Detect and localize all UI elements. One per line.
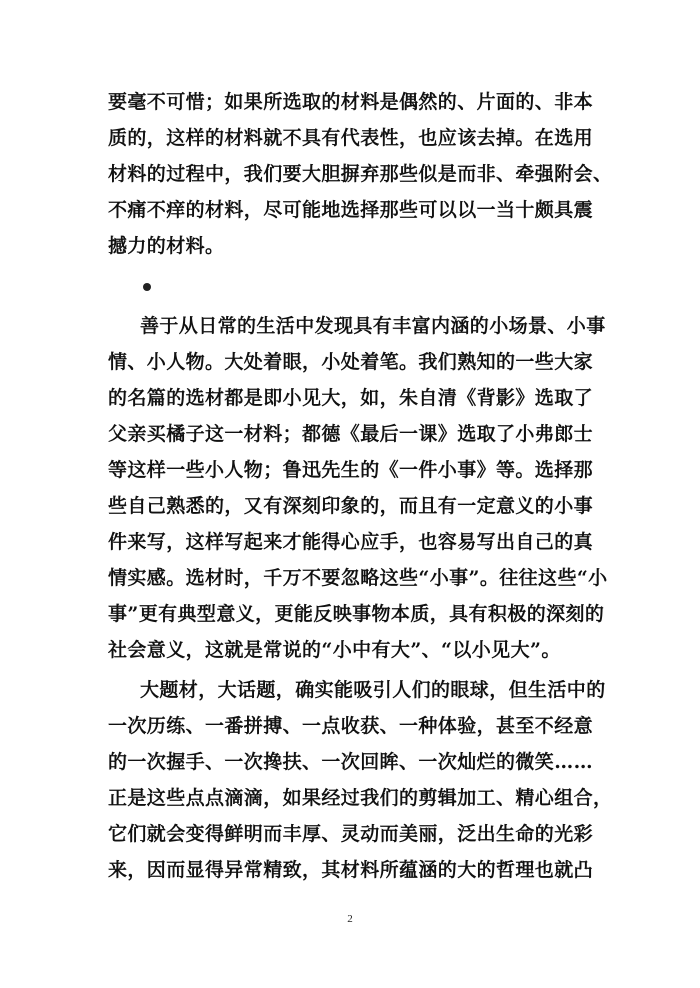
text-line: 正是这些点点滴滴，如果经过我们的剪辑加工、精心组合， (108, 787, 613, 809)
text-line: 事”更有典型意义，更能反映事物本质，具有积极的深刻的 (108, 603, 605, 625)
bullet-dot (143, 283, 151, 291)
text-line: 质的，这样的材料就不具有代表性，也应该去掉。在选用 (108, 127, 594, 149)
text-line: 情实感。选材时，千万不要忽略这些“小事”。往往这些“小 (108, 567, 608, 589)
text-line: 撼力的材料。 (108, 235, 225, 257)
text-line: 社会意义，这就是常说的“小中有大”、“以小见大”。 (108, 639, 561, 661)
text-line: 来，因而显得异常精致，其材料所蕴涵的大的哲理也就凸 (108, 859, 594, 881)
text-line: 一次历练、一番拼搏、一点收获、一种体验，甚至不经意 (108, 715, 594, 737)
page-number: 2 (347, 913, 353, 925)
text-line: 等这样一些小人物；鲁迅先生的《一件小事》等。选择那 (108, 459, 594, 481)
text-line: 善于从日常的生活中发现具有丰富内涵的小场景、小事 (140, 315, 606, 337)
text-line: 的一次握手、一次搀扶、一次回眸、一次灿烂的微笑…… (108, 751, 594, 773)
text-line: 要毫不可惜；如果所选取的材料是偶然的、片面的、非本 (108, 91, 594, 113)
text-line: 大题材，大话题，确实能吸引人们的眼球，但生活中的 (140, 679, 606, 701)
text-line: 它们就会变得鲜明而丰厚、灵动而美丽，泛出生命的光彩 (108, 823, 594, 845)
text-line: 件来写，这样写起来才能得心应手，也容易写出自己的真 (108, 531, 594, 553)
text-line: 父亲买橘子这一材料；都德《最后一课》选取了小弗郎士 (108, 423, 594, 445)
text-line: 材料的过程中，我们要大胆摒弃那些似是而非、牵强附会、 (108, 163, 613, 185)
text-line: 情、小人物。大处着眼，小处着笔。我们熟知的一些大家 (108, 351, 594, 373)
text-line: 不痛不痒的材料，尽可能地选择那些可以以一当十颇具震 (108, 199, 594, 221)
text-line: 的名篇的选材都是即小见大，如，朱自清《背影》选取了 (108, 387, 594, 409)
text-line: 些自己熟悉的，又有深刻印象的，而且有一定意义的小事 (108, 495, 594, 517)
